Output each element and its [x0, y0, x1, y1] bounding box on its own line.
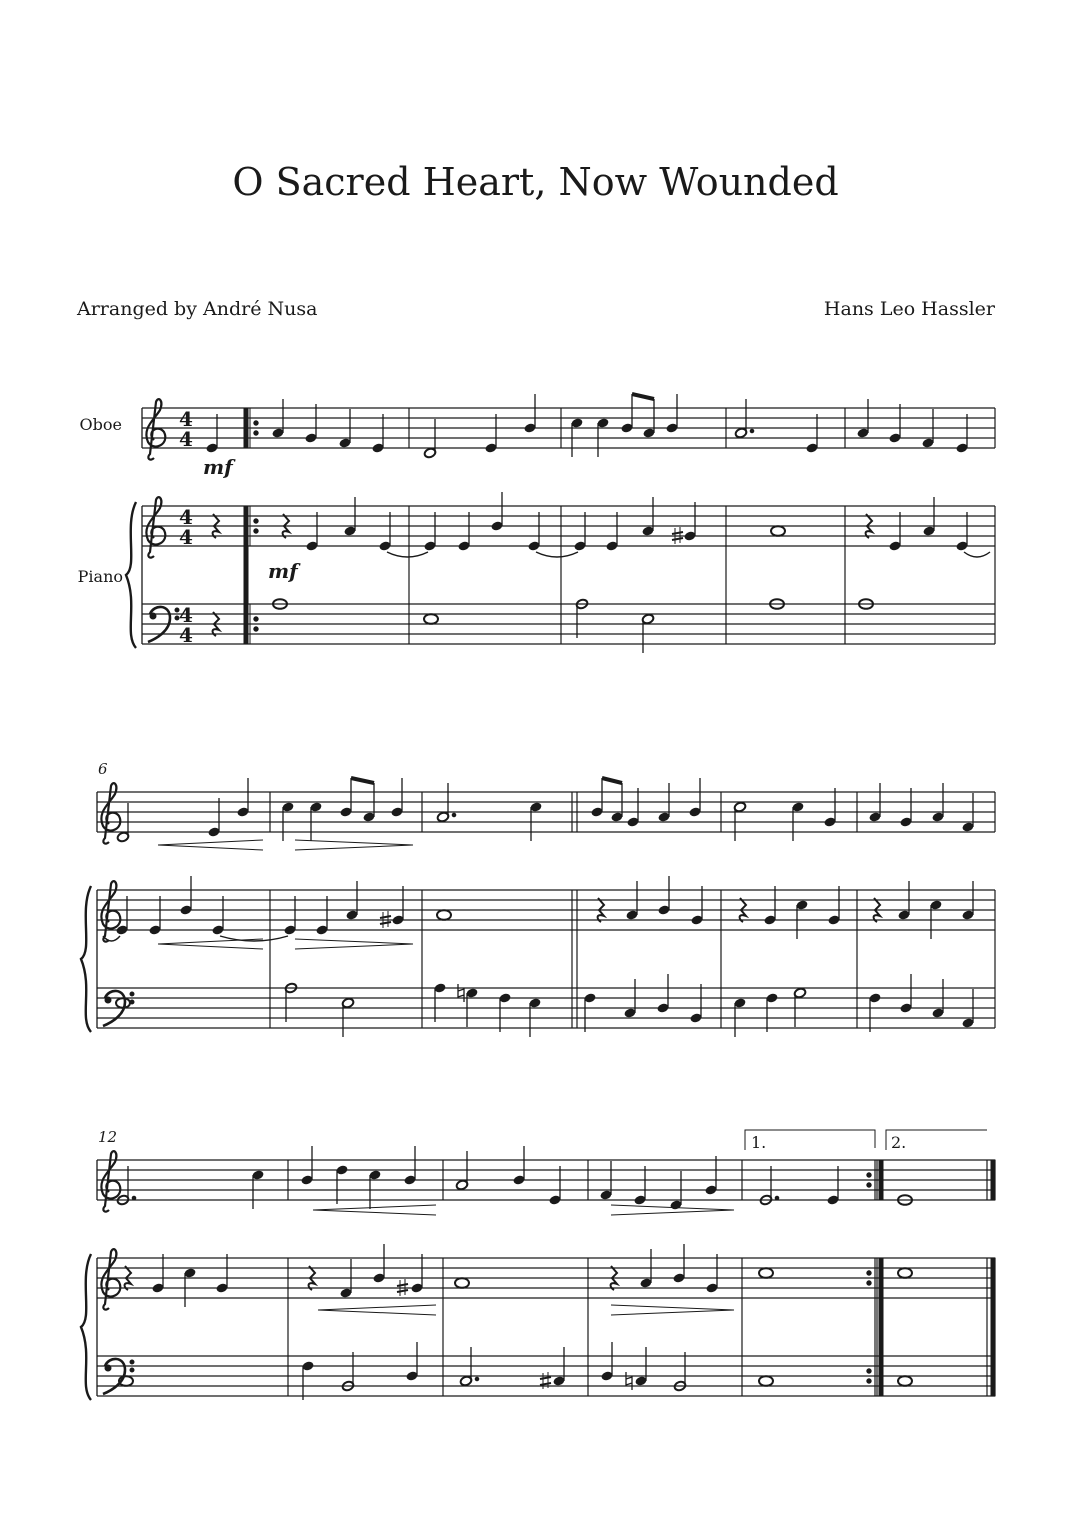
- piano-treble-note: [115, 896, 128, 936]
- repeat-dot: [254, 529, 258, 533]
- piano-treble-note: [305, 512, 318, 552]
- bass-clef-dot: [130, 992, 134, 996]
- oboe-note: [251, 1169, 264, 1209]
- oboe-note: [523, 394, 536, 434]
- oboe-note: [734, 399, 753, 439]
- piano-treble-note: [922, 497, 935, 537]
- piano-treble-note: [283, 896, 296, 936]
- oboe-note: [791, 801, 804, 841]
- oboe-note: [899, 788, 912, 828]
- piano-treble-note: [929, 899, 942, 939]
- piano-bass-note: [759, 1376, 773, 1386]
- oboe-note: [826, 1166, 839, 1206]
- sharp-sign: [540, 1377, 551, 1379]
- arranger-credit: Arranged by André Nusa: [77, 298, 318, 320]
- piano-treble-note: [898, 1268, 912, 1278]
- oboe-note: [856, 399, 869, 439]
- piano-treble-note: [423, 512, 436, 552]
- oboe-note: [570, 417, 583, 457]
- piano-bass-note: [498, 992, 511, 1032]
- oboe-note: [888, 404, 901, 444]
- bass-clef-dot: [130, 1368, 134, 1372]
- piano-treble-note: [457, 512, 470, 552]
- repeat-dot: [254, 431, 258, 435]
- bass-clef-dot: [105, 1365, 111, 1371]
- measure-number: 12: [98, 1128, 118, 1146]
- oboe-note: [642, 399, 655, 439]
- augmentation-dot: [775, 1196, 779, 1200]
- oboe-note: [620, 394, 633, 434]
- piano-treble-note: [345, 881, 358, 921]
- repeat-dot: [867, 1173, 871, 1177]
- tie: [387, 552, 428, 557]
- piano-treble-note: [672, 1244, 685, 1284]
- piano-treble-note: [179, 876, 192, 916]
- repeat-dot: [867, 1281, 871, 1285]
- sharp-sign: [397, 1284, 408, 1286]
- piano-bass-note: [641, 613, 654, 653]
- crescendo-hairpin: [313, 1210, 436, 1215]
- augmentation-dot: [132, 1196, 136, 1200]
- repeat-dot: [254, 617, 258, 621]
- oboe-note: [207, 798, 220, 838]
- bass-clef-dot: [130, 1360, 134, 1364]
- piano-bass-note: [898, 1376, 912, 1386]
- oboe-note: [455, 1151, 468, 1191]
- time-signature-top: 4: [179, 603, 193, 627]
- piano-bass-note: [765, 992, 778, 1032]
- dynamic-mf: mf: [268, 559, 298, 583]
- natural-sign: [458, 984, 464, 1002]
- piano-treble-note: [690, 886, 703, 926]
- eighth-beam: [632, 394, 654, 399]
- notehead: [898, 1376, 912, 1386]
- oboe-note: [271, 399, 284, 439]
- crescendo-hairpin: [158, 845, 263, 850]
- piano-bass-note: [459, 1347, 478, 1387]
- oboe-note: [665, 394, 678, 434]
- decrescendo-hairpin: [611, 1210, 734, 1215]
- piano-treble-note: [391, 886, 404, 926]
- sharp-sign: [672, 538, 683, 540]
- piano-bass-note: [793, 987, 806, 1027]
- notehead: [424, 614, 438, 624]
- oboe-note: [335, 1164, 348, 1204]
- oboe-note: [610, 783, 623, 823]
- repeat-dot: [867, 1183, 871, 1187]
- piano-label: Piano: [77, 567, 123, 586]
- oboe-note: [423, 419, 436, 459]
- piano-bass-note: [465, 987, 478, 1027]
- oboe-note: [931, 783, 944, 823]
- oboe-note: [823, 788, 836, 828]
- final-barline-thick: [991, 1160, 995, 1200]
- time-signature-top: 4: [179, 505, 193, 529]
- oboe-note: [529, 801, 542, 841]
- oboe-note: [309, 801, 322, 841]
- oboe-note: [805, 414, 818, 454]
- piano-bass-note: [623, 979, 636, 1019]
- bass-clef-dot: [150, 613, 156, 619]
- oboe-note: [868, 783, 881, 823]
- decrescendo-hairpin: [611, 1310, 734, 1315]
- oboe-note: [669, 1171, 682, 1211]
- crescendo-hairpin: [318, 1310, 436, 1315]
- piano-treble-note: [705, 1254, 718, 1294]
- piano-treble-note: [211, 896, 224, 936]
- piano-treble-note: [827, 886, 840, 926]
- piano-treble-note: [763, 886, 776, 926]
- piano-bass-note: [424, 614, 438, 624]
- piano-bass-note: [868, 992, 881, 1032]
- repeat-dot: [867, 1369, 871, 1373]
- piano-bass-note: [931, 979, 944, 1019]
- measure-number: 6: [98, 760, 108, 778]
- end-repeat-thick: [879, 1258, 883, 1396]
- final-barline-thick: [991, 1258, 995, 1396]
- notehead: [759, 1376, 773, 1386]
- piano-bass-note: [583, 992, 596, 1032]
- oboe-note: [548, 1166, 561, 1206]
- piano-treble-note: [527, 512, 540, 552]
- augmentation-dot: [475, 1377, 479, 1381]
- oboe-note: [657, 783, 670, 823]
- time-signature-top: 4: [179, 407, 193, 431]
- piano-treble-note: [455, 1278, 469, 1288]
- notehead: [455, 1278, 469, 1288]
- piano-treble-note: [955, 512, 968, 552]
- piano-treble-note: [639, 1249, 652, 1289]
- piano-treble-note: [148, 896, 161, 936]
- oboe-note: [704, 1156, 717, 1196]
- volta-label-2: 2.: [891, 1133, 907, 1152]
- oboe-note: [596, 417, 609, 457]
- oboe-note: [362, 783, 375, 823]
- piano-brace: [126, 502, 136, 648]
- piano-bass-note: [301, 1360, 314, 1400]
- piano-treble-note: [343, 497, 356, 537]
- bass-clef-dot: [105, 997, 111, 1003]
- oboe-note: [236, 778, 249, 818]
- natural-sign: [626, 1372, 632, 1390]
- decrescendo-hairpin: [295, 845, 413, 850]
- oboe-note: [403, 1146, 416, 1186]
- piano-treble-note: [897, 881, 910, 921]
- piano-treble-note: [961, 881, 974, 921]
- oboe-note: [961, 793, 974, 833]
- oboe-note: [390, 778, 403, 818]
- piano-treble-note: [657, 876, 670, 916]
- tie: [536, 552, 578, 557]
- piano-treble-note: [641, 497, 654, 537]
- piano-bass-note: [341, 997, 354, 1037]
- piano-brace: [81, 1254, 91, 1400]
- piano-bass-note: [689, 984, 702, 1024]
- oboe-note: [371, 414, 384, 454]
- piano-bass-note: [733, 997, 746, 1037]
- piano-treble-note: [378, 512, 391, 552]
- piano-treble-note: [573, 512, 586, 552]
- notehead: [437, 910, 451, 920]
- piano-treble-note: [339, 1259, 352, 1299]
- notehead: [759, 1268, 773, 1278]
- oboe-note: [633, 1166, 646, 1206]
- end-repeat-thick: [879, 1160, 883, 1200]
- piano-bass-note: [656, 974, 669, 1014]
- piano-treble-note: [151, 1254, 164, 1294]
- crescendo-hairpin: [158, 944, 263, 949]
- oboe-note: [512, 1146, 525, 1186]
- piano-bass-note: [961, 989, 974, 1029]
- piano-treble-note: [215, 1254, 228, 1294]
- piano-treble-note: [437, 910, 451, 920]
- repeat-dot: [867, 1379, 871, 1383]
- eighth-beam: [602, 778, 622, 783]
- oboe-note: [368, 1169, 381, 1209]
- piano-bass-note: [433, 982, 446, 1022]
- dynamic-mf: mf: [203, 455, 233, 479]
- oboe-note: [304, 404, 317, 444]
- notehead: [898, 1268, 912, 1278]
- repeat-barline-thick: [244, 408, 248, 448]
- augmentation-dot: [452, 813, 456, 817]
- piano-treble-note: [315, 896, 328, 936]
- piano-bass-note: [600, 1342, 613, 1382]
- piano-treble-note: [410, 1254, 423, 1294]
- oboe-note: [599, 1161, 612, 1201]
- piano-bass-note: [116, 998, 130, 1008]
- crescendo-hairpin: [318, 1305, 436, 1310]
- sharp-sign: [540, 1383, 551, 1385]
- piano-treble-note: [490, 492, 503, 532]
- repeat-dot: [254, 627, 258, 631]
- crescendo-hairpin: [158, 840, 263, 845]
- piano-treble-note: [625, 881, 638, 921]
- volta-label-1: 1.: [751, 1133, 767, 1152]
- piano-treble-note: [759, 1268, 773, 1278]
- oboe-note: [590, 778, 603, 818]
- time-signature-bottom: 4: [179, 525, 193, 549]
- piano-treble-note: [605, 512, 618, 552]
- piano-treble-note: [183, 1267, 196, 1307]
- composer-credit: Hans Leo Hassler: [823, 298, 995, 320]
- decrescendo-hairpin: [295, 944, 413, 949]
- oboe-note: [205, 414, 218, 454]
- piano-treble-note: [372, 1244, 385, 1284]
- sharp-sign: [397, 1290, 408, 1292]
- repeat-dot: [254, 519, 258, 523]
- time-signature-bottom: 4: [179, 427, 193, 451]
- tie: [964, 552, 990, 557]
- oboe-note: [921, 409, 934, 449]
- score-title: O Sacred Heart, Now Wounded: [232, 160, 839, 204]
- oboe-note: [300, 1146, 313, 1186]
- oboe-note: [281, 801, 294, 841]
- piano-bass-note: [405, 1342, 418, 1382]
- repeat-dot: [254, 421, 258, 425]
- notehead: [116, 998, 130, 1008]
- augmentation-dot: [750, 429, 754, 433]
- oboe-note: [484, 414, 497, 454]
- sharp-sign: [380, 922, 391, 924]
- notehead: [771, 526, 785, 536]
- piano-treble-note: [795, 899, 808, 939]
- piano-bass-note: [528, 997, 541, 1037]
- decrescendo-hairpin: [295, 939, 413, 944]
- oboe-note: [688, 778, 701, 818]
- decrescendo-hairpin: [611, 1305, 734, 1310]
- oboe-label: Oboe: [79, 415, 122, 434]
- time-signature-bottom: 4: [179, 623, 193, 647]
- repeat-barline-thick: [244, 506, 248, 644]
- piano-treble-note: [888, 512, 901, 552]
- oboe-note: [339, 778, 352, 818]
- oboe-note: [116, 803, 129, 843]
- sharp-sign: [380, 916, 391, 918]
- oboe-note: [338, 409, 351, 449]
- decrescendo-hairpin: [295, 840, 413, 845]
- oboe-note: [955, 414, 968, 454]
- piano-bass-note: [552, 1347, 565, 1387]
- repeat-dot: [867, 1271, 871, 1275]
- oboe-note: [733, 801, 746, 841]
- piano-treble-note: [771, 526, 785, 536]
- sharp-sign: [672, 532, 683, 534]
- piano-brace: [81, 886, 91, 1032]
- crescendo-hairpin: [313, 1205, 436, 1210]
- oboe-note: [436, 783, 455, 823]
- eighth-beam: [351, 778, 374, 783]
- piano-bass-note: [899, 974, 912, 1014]
- piano-bass-note: [634, 1347, 647, 1387]
- oboe-note: [626, 788, 639, 828]
- piano-treble-note: [683, 502, 696, 542]
